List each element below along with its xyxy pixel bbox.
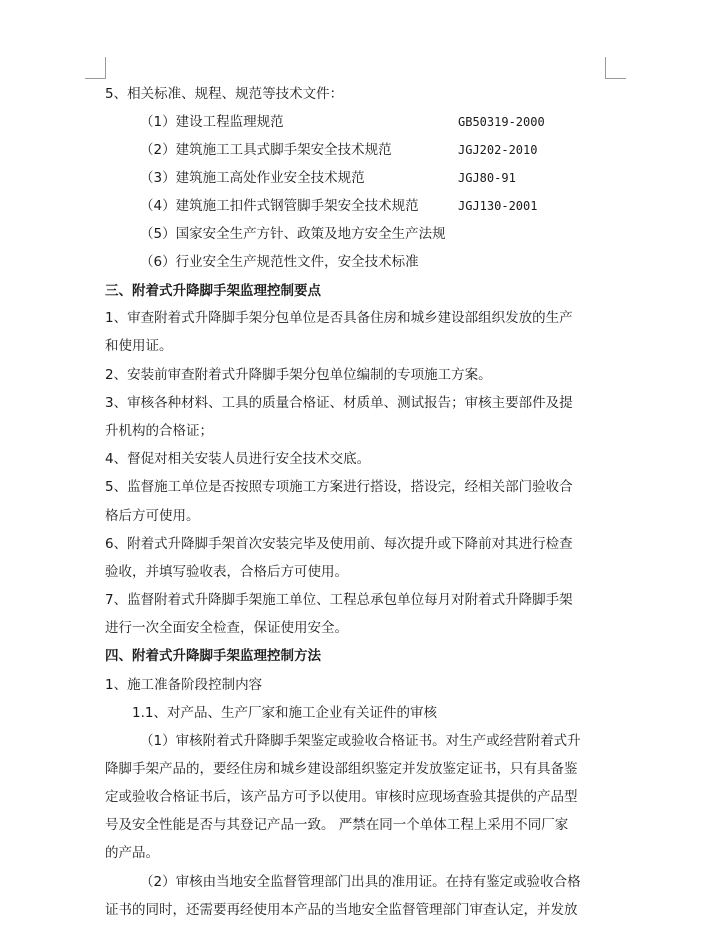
- reference-code: JGJ202-2010: [458, 143, 538, 157]
- reference-title: （1）建设工程监理规范: [140, 114, 284, 130]
- reference-item: [140, 224, 605, 244]
- paragraph-line: 1、审查附着式升降脚手架分包单位是否具备住房和城乡建设部组织发放的生产: [105, 310, 573, 326]
- paragraph-line: （1）审核附着式升降脚手架鉴定或验收合格证书。对生产或经营附着式升: [140, 733, 581, 749]
- paragraph-line: 格后方可使用。: [105, 508, 200, 524]
- reference-title: （2）建筑施工工具式脚手架安全技术规范: [140, 142, 392, 158]
- paragraph-line: 6、附着式升降脚手架首次安装完毕及使用前、每次提升或下降前对其进行检查: [105, 536, 573, 552]
- paragraph-line: 降脚手架产品的，要经住房和城乡建设部组织鉴定并发放鉴定证书，只有具备鉴: [105, 761, 578, 777]
- page-corner-mark-right: [605, 57, 626, 79]
- subheading: 1.1、对产品、生产厂家和施工企业有关证件的审核: [132, 705, 437, 721]
- paragraph-line: 3、审核各种材料、工具的质量合格证、材质单、测试报告；审核主要部件及提: [105, 395, 573, 411]
- paragraph-line: 进行一次全面安全检查，保证使用安全。: [105, 620, 348, 636]
- reference-item: [140, 112, 605, 132]
- reference-code: JGJ80-91: [458, 171, 516, 185]
- paragraph-line: （2）审核由当地安全监督管理部门出具的准用证。在持有鉴定或验收合格: [140, 874, 581, 890]
- paragraph-line: 和使用证。: [105, 338, 173, 354]
- paragraph-line: 2、安装前审查附着式升降脚手架分包单位编制的专项施工方案。: [105, 367, 492, 383]
- section-heading: 三、附着式升降脚手架监理控制要点: [105, 283, 321, 299]
- paragraph-line: 7、监督附着式升降脚手架施工单位、工程总承包单位每月对附着式升降脚手架: [105, 592, 573, 608]
- paragraph-line: 验收，并填写验收表，合格后方可使用。: [105, 564, 348, 580]
- paragraph-line: 1、施工准备阶段控制内容: [105, 677, 263, 693]
- paragraph-line: 5、监督施工单位是否按照专项施工方案进行搭设，搭设完，经相关部门验收合: [105, 479, 573, 495]
- paragraph-line: 号及安全性能是否与其登记产品一致。 严禁在同一个单体工程上采用不同厂家: [105, 817, 569, 833]
- reference-title: （5）国家安全生产方针、政策及地方安全生产法规: [140, 226, 446, 242]
- reference-title: （3）建筑施工高处作业安全技术规范: [140, 170, 365, 186]
- reference-item: [140, 252, 605, 272]
- reference-code: JGJ130-2001: [458, 199, 538, 213]
- section-heading: 5、相关标准、规程、规范等技术文件：: [105, 86, 344, 102]
- page-corner-mark-left: [85, 57, 106, 79]
- reference-item: [140, 140, 605, 160]
- reference-title: （4）建筑施工扣件式钢管脚手架安全技术规范: [140, 198, 419, 214]
- reference-code: GB50319-2000: [458, 115, 545, 129]
- paragraph-line: 升机构的合格证；: [105, 423, 213, 439]
- paragraph-line: 4、督促对相关安装人员进行安全技术交底。: [105, 451, 371, 467]
- reference-item: [140, 196, 605, 216]
- section-heading: 四、附着式升降脚手架监理控制方法: [105, 648, 321, 664]
- reference-title: （6）行业安全生产规范性文件，安全技术标准: [140, 254, 419, 270]
- reference-item: [140, 168, 605, 188]
- paragraph-line: 证书的同时，还需要再经使用本产品的当地安全监督管理部门审查认定，并发放: [105, 902, 578, 918]
- paragraph-line: 定或验收合格证书后，该产品方可予以使用。审核时应现场查验其提供的产品型: [105, 789, 578, 805]
- paragraph-line: 的产品。: [105, 845, 159, 861]
